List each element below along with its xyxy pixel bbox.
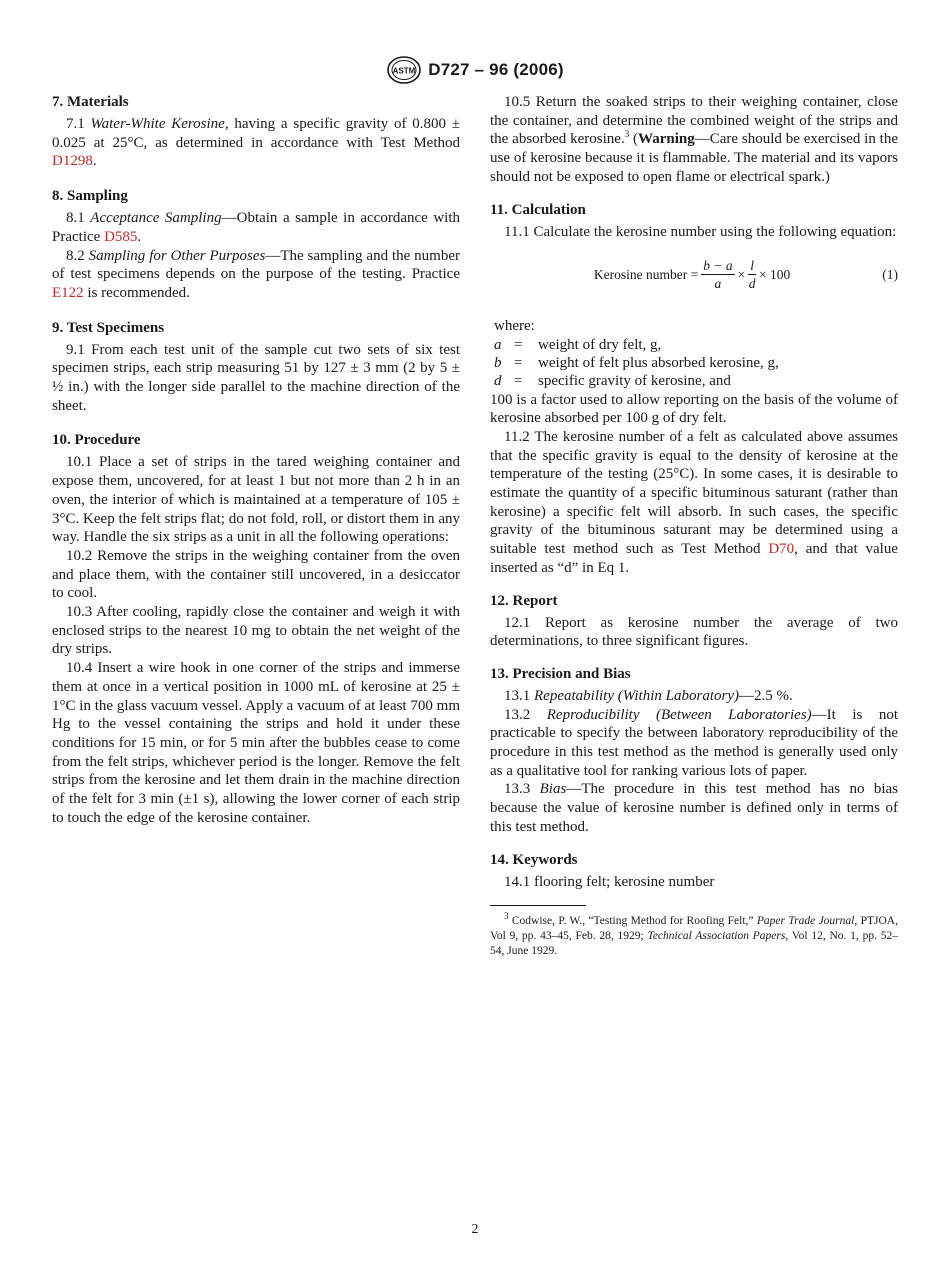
paragraph-14-1: 14.1 flooring felt; kerosine number: [504, 873, 715, 890]
paragraph-10-5: 10.5 Return the soaked strips to their weighing container, close the container, and determine the combined weight of the strips and the absorbed kerosine.$^3$ (Warning—Care should be exercised in the use of kerosine because it is flammable. The material and its vapors should not be exposed to open flame or electrical spark.): [490, 94, 898, 185]
paragraph-10-4: 10.4 Insert a wire hook in one corner of the strips and immerse them at once in a vertical position in 1000 mL of kerosine at 25 ± 1°C in the glass vacuum vessel. Apply a vacuum of at least 700 mm Hg to the vessel containing the strips and hold it under these conditions for 15 min, or for 5 min after the bubbles cease to come from the felt strips, whichever period is the longer. Remove the felt strips from the kerosine and let them drain in the machine direction of the felt for 3 min (±1 s), allowing the lower corner of each strip to touch the edge of the kerosine container.: [52, 660, 460, 826]
paragraph-13-1: 13.1 Repeatability (Within Laboratory)—2.5 %.: [504, 687, 793, 704]
section-heading: 13. Precision and Bias: [490, 665, 631, 682]
astm-logo-icon: [386, 56, 422, 84]
where-label: where:: [494, 318, 535, 335]
section-test-specimens: [52, 319, 460, 416]
right-column: [490, 93, 898, 959]
paragraph-13-2: 13.2 Reproducibility (Between Laboratories)—It is not practicable to specify the between laboratory reproducibility of the procedure in this test method as the method is generally used only as a qualitative tool for ranking various lots of paper.: [490, 706, 898, 779]
equation-number: (1): [882, 266, 898, 282]
variable-definition: d = specific gravity of kerosine, and: [494, 373, 731, 390]
fraction-l-over-d: $\frac{l}{d}$: [748, 258, 756, 292]
section-calculation: [490, 201, 898, 578]
footnote-ref: 3: [624, 129, 630, 140]
document-title: D727 – 96 (2006): [428, 60, 564, 79]
paragraph-8-2: 8.2 Sampling for Other Purposes—The sampling and the number of test specimens depends on the purpose of the testing. Practice E122 is recommended.: [52, 247, 460, 301]
page-number: 2: [471, 1222, 479, 1237]
page-header: [0, 55, 950, 85]
paragraph-10-2: 10.2 Remove the strips in the weighing container from the oven and place them, with the container still uncovered, in a desiccator to cool.: [52, 547, 460, 602]
paragraph-10-1: 10.1 Place a set of strips in the tared weighing container and expose them, uncovered, for at least 1 but not more than 2 h in an oven, the interior of which is maintained at a temperature of 105 ± 3°C. Keep the felt strips flat; do not fold, roll, or distort them in any way. Handle the six strips as a unit in all the following operations:: [52, 454, 460, 546]
paragraph-10-3: 10.3 After cooling, rapidly close the container and weigh it with enclosed strips to the nearest 10 mg to obtain the net weight of the dry strips.: [52, 604, 460, 658]
link-d1298[interactable]: D1298: [52, 153, 93, 170]
link-d70[interactable]: D70: [768, 541, 795, 558]
section-keywords: [490, 851, 898, 892]
kerosine-number-equation: [490, 255, 898, 295]
equation-lhs: Kerosine number =: [593, 266, 699, 282]
section-heading: 7. Materials: [52, 94, 129, 110]
paragraph-13-3: 13.3 Bias—The procedure in this test method has no bias because the value of kerosine number is defined only in terms of this test method.: [490, 781, 898, 835]
section-heading: 12. Report: [490, 592, 558, 609]
section-heading: 8. Sampling: [52, 188, 128, 205]
section-procedure: [52, 431, 460, 827]
footnote-divider: [490, 905, 586, 906]
paragraph-7-1: 7.1 Water-White Kerosine, having a specific gravity of 0.800 ± 0.025 at 25°C, as determined in accordance with Test Method D1298.: [52, 116, 460, 170]
equation-body: Kerosine number = $\frac{b - a}{a}$ × $\frac{l}{d}$ × 100: [593, 258, 791, 292]
paragraph-11-1: 11.1 Calculate the kerosine number using the following equation:: [504, 223, 897, 240]
section-materials: [52, 93, 460, 171]
section-report: [490, 592, 898, 651]
section-sampling: [52, 187, 460, 303]
link-d585[interactable]: D585: [104, 228, 138, 245]
warning-label: Warning: [638, 131, 695, 148]
section-heading: 10. Procedure: [52, 432, 141, 449]
paragraph-9-1: 9.1 From each test unit of the sample cut two sets of six test specimen strips, each strip measuring 51 by 127 ± 3 mm (2 by 5 ± ½ in.) with the longer side parallel to the machine direction of the sheet.: [52, 341, 460, 414]
left-column: [52, 93, 460, 844]
paragraph-12-1: 12.1 Report as kerosine number the average of two determinations, to three significant figures.: [490, 614, 898, 650]
paragraph-8-1: 8.1 Acceptance Sampling—Obtain a sample in accordance with Practice D585.: [52, 210, 461, 245]
variable-definition: b = weight of felt plus absorbed kerosine, g,: [494, 355, 779, 372]
section-heading: 14. Keywords: [490, 851, 578, 868]
link-e122[interactable]: E122: [52, 284, 84, 301]
paragraph-11-2: 11.2 The kerosine number of a felt as calculated above assumes that the specific gravity is equal to the density of kerosine at the temperature of the testing (25°C). In some cases, it is desirable to estimate the quantity of a specific bituminous saturant (rather than kerosine) a specific felt will absorb. In such cases, the specific gravity of the bituminous saturant may be determined using a suitable test method such as Test Method D70, and that value inserted as “d” in Eq 1.: [490, 428, 898, 576]
footnote-3: $^3$ Codwise, P. W., “Testing Method for Roofing Felt,” Paper Trade Journal, PTJOA, Vol 9, pp. 43–45, Feb. 28, 1929; Technical Association Papers, Vol 12, No. 1, pp. 52–54, June 1929.: [490, 911, 898, 957]
section-precision-bias: [490, 665, 898, 837]
section-heading: 9. Test Specimens: [52, 319, 165, 336]
svg-text:ASTM: ASTM: [392, 66, 416, 76]
variable-definition: a = weight of dry felt, g,: [494, 336, 662, 353]
paragraph-factor-100: 100 is a factor used to allow reporting on the basis of the volume of kerosine absorbed per 100 g of dry felt.: [490, 391, 898, 427]
section-heading: 11. Calculation: [490, 201, 586, 218]
section-procedure-continued: [490, 93, 898, 187]
fraction-b-minus-a-over-a: $\frac{b - a}{a}$: [703, 258, 733, 292]
